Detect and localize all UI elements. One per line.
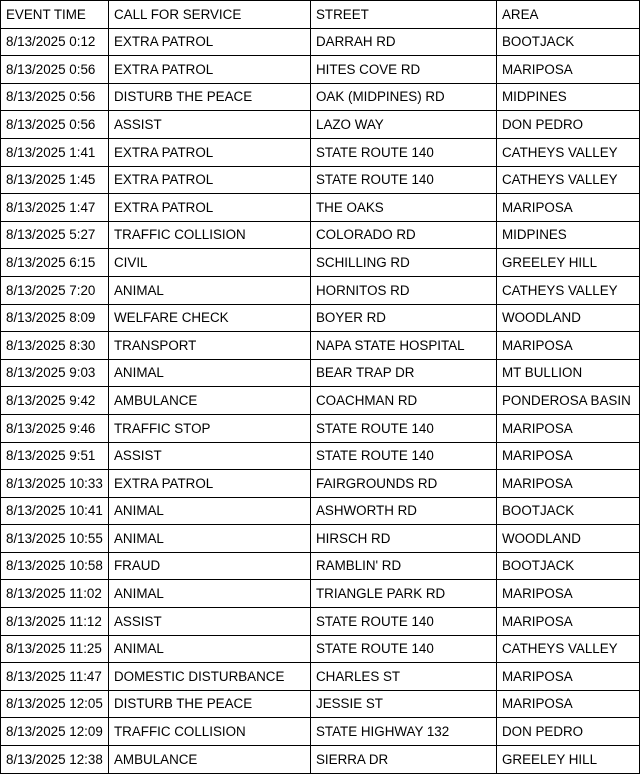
- call-for-service-cell: TRANSPORT: [109, 332, 311, 360]
- area-cell: WOODLAND: [497, 304, 640, 332]
- call-for-service-cell: ASSIST: [109, 442, 311, 470]
- event-time-cell: 8/13/2025 11:02: [1, 580, 109, 608]
- area-cell: MARIPOSA: [497, 580, 640, 608]
- area-cell: MARIPOSA: [497, 663, 640, 691]
- area-cell: DON PEDRO: [497, 718, 640, 746]
- area-cell: MIDPINES: [497, 83, 640, 111]
- area-cell: MARIPOSA: [497, 332, 640, 360]
- area-cell: CATHEYS VALLEY: [497, 276, 640, 304]
- area-cell: MARIPOSA: [497, 690, 640, 718]
- street-cell: STATE ROUTE 140: [311, 442, 497, 470]
- table-row: [1, 304, 640, 332]
- street-cell: SIERRA DR: [311, 746, 497, 774]
- call-for-service-cell: DISTURB THE PEACE: [109, 83, 311, 111]
- table-row: [1, 552, 640, 580]
- table-row: [1, 249, 640, 277]
- area-cell: MARIPOSA: [497, 442, 640, 470]
- call-for-service-cell: ANIMAL: [109, 635, 311, 663]
- table-row: [1, 525, 640, 553]
- event-time-cell: 8/13/2025 9:46: [1, 414, 109, 442]
- event-time-cell: 8/13/2025 9:51: [1, 442, 109, 470]
- table-row: [1, 276, 640, 304]
- street-cell: CHARLES ST: [311, 663, 497, 691]
- event-time-cell: 8/13/2025 12:38: [1, 746, 109, 774]
- event-time-cell: 8/13/2025 0:56: [1, 56, 109, 84]
- call-for-service-cell: ANIMAL: [109, 359, 311, 387]
- call-for-service-cell: TRAFFIC STOP: [109, 414, 311, 442]
- area-cell: CATHEYS VALLEY: [497, 635, 640, 663]
- table-row: [1, 138, 640, 166]
- street-cell: HIRSCH RD: [311, 525, 497, 553]
- call-for-service-cell: TRAFFIC COLLISION: [109, 718, 311, 746]
- table-row: [1, 56, 640, 84]
- table-header: [1, 1, 640, 29]
- event-time-cell: 8/13/2025 1:41: [1, 138, 109, 166]
- call-for-service-cell: AMBULANCE: [109, 387, 311, 415]
- street-cell: HITES COVE RD: [311, 56, 497, 84]
- call-for-service-cell: TRAFFIC COLLISION: [109, 221, 311, 249]
- event-time-cell: 8/13/2025 12:05: [1, 690, 109, 718]
- header-street: STREET: [311, 1, 497, 29]
- call-for-service-cell: EXTRA PATROL: [109, 56, 311, 84]
- header-call-for-service: CALL FOR SERVICE: [109, 1, 311, 29]
- call-for-service-cell: ASSIST: [109, 608, 311, 636]
- call-for-service-cell: ANIMAL: [109, 497, 311, 525]
- call-for-service-cell: DOMESTIC DISTURBANCE: [109, 663, 311, 691]
- call-for-service-cell: FRAUD: [109, 552, 311, 580]
- call-for-service-cell: ASSIST: [109, 111, 311, 139]
- table-row: [1, 387, 640, 415]
- area-cell: CATHEYS VALLEY: [497, 138, 640, 166]
- area-cell: MARIPOSA: [497, 56, 640, 84]
- event-time-cell: 8/13/2025 1:45: [1, 166, 109, 194]
- area-cell: MARIPOSA: [497, 470, 640, 498]
- table-row: [1, 470, 640, 498]
- street-cell: SCHILLING RD: [311, 249, 497, 277]
- event-time-cell: 8/13/2025 9:42: [1, 387, 109, 415]
- event-time-cell: 8/13/2025 11:47: [1, 663, 109, 691]
- call-for-service-cell: EXTRA PATROL: [109, 166, 311, 194]
- call-for-service-cell: EXTRA PATROL: [109, 138, 311, 166]
- street-cell: ASHWORTH RD: [311, 497, 497, 525]
- street-cell: HORNITOS RD: [311, 276, 497, 304]
- table-row: [1, 442, 640, 470]
- table-row: [1, 497, 640, 525]
- street-cell: RAMBLIN' RD: [311, 552, 497, 580]
- table-row: [1, 28, 640, 56]
- street-cell: BEAR TRAP DR: [311, 359, 497, 387]
- area-cell: PONDEROSA BASIN: [497, 387, 640, 415]
- table-body: [1, 28, 640, 773]
- street-cell: FAIRGROUNDS RD: [311, 470, 497, 498]
- event-time-cell: 8/13/2025 10:41: [1, 497, 109, 525]
- street-cell: STATE ROUTE 140: [311, 138, 497, 166]
- street-cell: DARRAH RD: [311, 28, 497, 56]
- street-cell: COACHMAN RD: [311, 387, 497, 415]
- event-time-cell: 8/13/2025 9:03: [1, 359, 109, 387]
- area-cell: GREELEY HILL: [497, 249, 640, 277]
- event-time-cell: 8/13/2025 0:12: [1, 28, 109, 56]
- table-row: [1, 718, 640, 746]
- event-time-cell: 8/13/2025 5:27: [1, 221, 109, 249]
- event-time-cell: 8/13/2025 0:56: [1, 83, 109, 111]
- area-cell: BOOTJACK: [497, 552, 640, 580]
- area-cell: MARIPOSA: [497, 194, 640, 222]
- event-time-cell: 8/13/2025 1:47: [1, 194, 109, 222]
- area-cell: MARIPOSA: [497, 608, 640, 636]
- street-cell: THE OAKS: [311, 194, 497, 222]
- street-cell: STATE HIGHWAY 132: [311, 718, 497, 746]
- area-cell: WOODLAND: [497, 525, 640, 553]
- table-row: [1, 221, 640, 249]
- header-row: [1, 1, 640, 29]
- event-time-cell: 8/13/2025 11:12: [1, 608, 109, 636]
- event-time-cell: 8/13/2025 10:55: [1, 525, 109, 553]
- table-row: [1, 608, 640, 636]
- area-cell: DON PEDRO: [497, 111, 640, 139]
- call-for-service-cell: WELFARE CHECK: [109, 304, 311, 332]
- table-row: [1, 332, 640, 360]
- street-cell: BOYER RD: [311, 304, 497, 332]
- call-for-service-cell: ANIMAL: [109, 580, 311, 608]
- table-row: [1, 635, 640, 663]
- table-row: [1, 83, 640, 111]
- street-cell: STATE ROUTE 140: [311, 414, 497, 442]
- street-cell: STATE ROUTE 140: [311, 635, 497, 663]
- table-row: [1, 690, 640, 718]
- event-time-cell: 8/13/2025 0:56: [1, 111, 109, 139]
- street-cell: STATE ROUTE 140: [311, 166, 497, 194]
- event-time-cell: 8/13/2025 10:33: [1, 470, 109, 498]
- event-time-cell: 8/13/2025 8:09: [1, 304, 109, 332]
- call-for-service-cell: EXTRA PATROL: [109, 28, 311, 56]
- street-cell: JESSIE ST: [311, 690, 497, 718]
- area-cell: CATHEYS VALLEY: [497, 166, 640, 194]
- street-cell: TRIANGLE PARK RD: [311, 580, 497, 608]
- street-cell: NAPA STATE HOSPITAL: [311, 332, 497, 360]
- table-row: [1, 194, 640, 222]
- area-cell: MIDPINES: [497, 221, 640, 249]
- event-time-cell: 8/13/2025 6:15: [1, 249, 109, 277]
- table-row: [1, 580, 640, 608]
- table-row: [1, 663, 640, 691]
- street-cell: OAK (MIDPINES) RD: [311, 83, 497, 111]
- call-for-service-cell: EXTRA PATROL: [109, 470, 311, 498]
- table-row: [1, 166, 640, 194]
- area-cell: MARIPOSA: [497, 414, 640, 442]
- event-time-cell: 8/13/2025 10:58: [1, 552, 109, 580]
- area-cell: GREELEY HILL: [497, 746, 640, 774]
- event-time-cell: 8/13/2025 8:30: [1, 332, 109, 360]
- event-time-cell: 8/13/2025 11:25: [1, 635, 109, 663]
- area-cell: BOOTJACK: [497, 28, 640, 56]
- street-cell: LAZO WAY: [311, 111, 497, 139]
- header-area: AREA: [497, 1, 640, 29]
- table-row: [1, 414, 640, 442]
- call-for-service-cell: AMBULANCE: [109, 746, 311, 774]
- header-event-time: EVENT TIME: [1, 1, 109, 29]
- call-for-service-cell: ANIMAL: [109, 276, 311, 304]
- table-row: [1, 111, 640, 139]
- event-time-cell: 8/13/2025 7:20: [1, 276, 109, 304]
- street-cell: STATE ROUTE 140: [311, 608, 497, 636]
- call-for-service-cell: ANIMAL: [109, 525, 311, 553]
- event-time-cell: 8/13/2025 12:09: [1, 718, 109, 746]
- area-cell: MT BULLION: [497, 359, 640, 387]
- table-row: [1, 359, 640, 387]
- call-for-service-cell: CIVIL: [109, 249, 311, 277]
- street-cell: COLORADO RD: [311, 221, 497, 249]
- table-row: [1, 746, 640, 774]
- area-cell: BOOTJACK: [497, 497, 640, 525]
- call-for-service-cell: EXTRA PATROL: [109, 194, 311, 222]
- call-for-service-cell: DISTURB THE PEACE: [109, 690, 311, 718]
